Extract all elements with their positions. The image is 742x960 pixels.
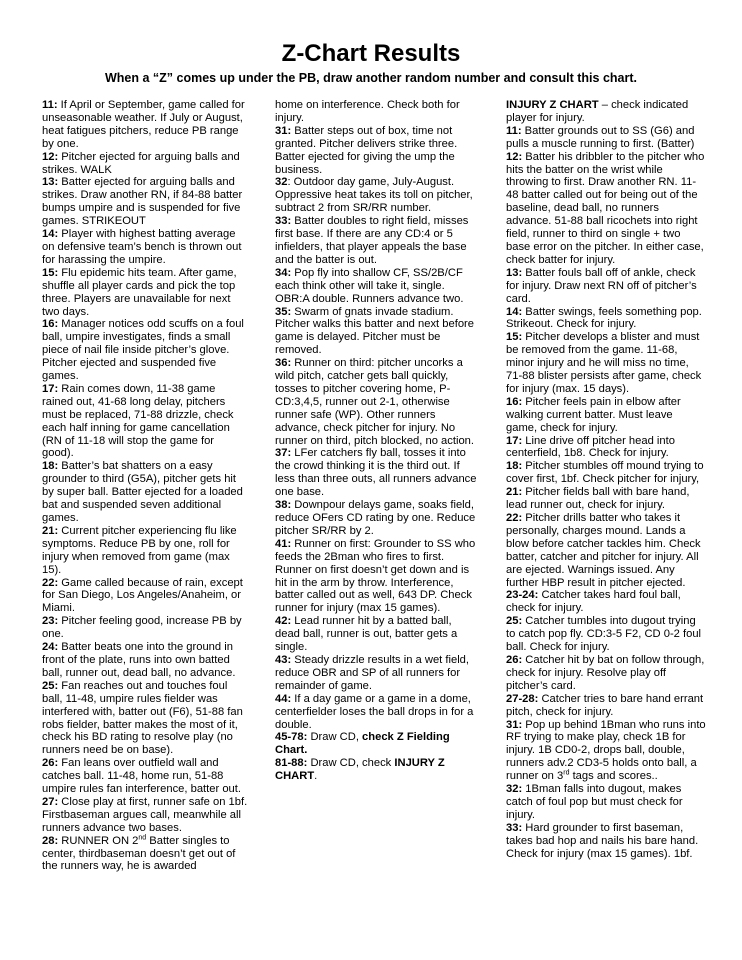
page-title: Z-Chart Results [281, 40, 461, 67]
chart-entry: 36: Runner on third: pitcher uncorks a wild pitch, catcher gets ball quickly, tosses to pitcher covering home, P-CD:3,4,5, runner out 2-1, otherwise runner safe (WP). Other runners advance, check pitcher for injury. No runner on third, pitch blocked, no action. [275, 357, 475, 447]
chart-entry: 17: Rain comes down, 11-38 game rained out, 41-68 long delay, pitchers must be replaced, 71-88 drizzle, check each half inning for game cancellation (RN of 11-18 will stop the game for good). [42, 382, 234, 460]
chart-entry: 33: Hard grounder to first baseman, takes bad hop and nails his bare hand. Check for injury (max 15 games). 1bf. [506, 821, 699, 860]
left-column [42, 99, 248, 873]
chart-entry: 18: Pitcher stumbles off mound trying to cover first, 1bf. Check pitcher for injury, [506, 460, 704, 486]
chart-entry: 16: Pitcher feels pain in elbow after walking current batter. Must leave game, check for injury. [506, 395, 681, 434]
chart-entry: 11: If April or September, game called for unseasonable weather. If July or August, heat fatigues pitchers, reduce PB range by one. [42, 99, 245, 150]
chart-entry: 31: Batter steps out of box, time not granted. Pitcher delivers strike three. Batter ejected for giving the ump the business. [275, 124, 458, 176]
chart-entry: 34: Pop fly into shallow CF, SS/2B/CF each think other will take it, single. OBR:A double. Runners advance two. [275, 266, 464, 305]
chart-entry: 21: Pitcher fields ball with bare hand, lead runner out, check for injury. [506, 486, 690, 512]
chart-entry: 38: Downpour delays game, soaks field, reduce OFers CD rating by one. Reduce pitcher SR/RR by 2. [275, 499, 476, 537]
chart-entry: 13: Batter ejected for arguing balls and strikes. Draw another RN, if 84-88 batter bumps umpire and is suspended for five games. STRIKEOUT [42, 176, 243, 228]
chart-entry: 13: Batter fouls ball off of ankle, check for injury. Draw next RN off of pitcher’s card. [506, 266, 697, 305]
chart-entry: 24: Batter beats one into the ground in front of the plate, runs into own batted ball, runner out, dead ball, no advance. [42, 641, 236, 679]
chart-entry: 15: Pitcher develops a blister and must be removed from the game. 11-68, minor injury and he will miss no time, 71-88 blister persists after game, check for injury (max. 15 days). [506, 331, 702, 395]
chart-entry: 18: Batter’s bat shatters on a easy grounder to third (G5A), pitcher gets hit by super ball. Batter ejected for a loaded bat and suspended seven additional games. [42, 460, 243, 524]
chart-entry: 23: Pitcher feeling good, increase PB by one. [42, 615, 242, 641]
chart-entry: 33: Batter doubles to right field, misses first base. If there are any CD:4 or 5 infielders, that player appeals the base and the batter is out. [275, 215, 469, 266]
chart-entry: 32: 1Bman falls into dugout, makes catch of foul pop but must check for injury. [506, 783, 683, 821]
chart-entry: 44: If a day game or a game in a dome, centerfielder loses the ball drops in for a double. [275, 692, 474, 731]
chart-entry: 16: Manager notices odd scuffs on a foul ball, umpire investigates, finds a small piece of nail file inside pitcher’s glove. Pitcher ejected and suspended five games. [42, 318, 244, 383]
chart-entry: 26: Catcher hit by bat on follow through, check for injury. Resolve play off pitcher’s card. [506, 653, 705, 692]
chart-entry: 28: RUNNER ON 2nd Batter singles to center, thirdbaseman doesn’t get out of the runners way, he is awarded [42, 833, 236, 873]
chart-entry: 12: Pitcher ejected for arguing balls and strikes. WALK [42, 150, 240, 176]
chart-entry: 11: Batter grounds out to SS (G6) and pulls a muscle running to first. (Batter) [506, 124, 695, 150]
chart-entry: 25: Catcher tumbles into dugout trying to catch pop fly. CD:3-5 F2, CD 0-2 foul ball. Check for injury. [506, 615, 702, 654]
chart-entry: home on interference. Check both for injury. [275, 99, 460, 124]
chart-entry: 37: LFer catchers fly ball, tosses it into the crowd thinking it is the third out. If less than three outs, all runners advance one base. [275, 447, 477, 499]
chart-entry: 22: Pitcher drills batter who takes it personally, charges mound. Lands a blow before catcher tackles him. Check batter, catcher and pitcher for injury. All are ejected. Warnings issued. Any further HBP result in pitcher ejected. [506, 512, 701, 589]
chart-entry: 27-28: Catcher tries to bare hand errant pitch, check for injury. [506, 692, 704, 718]
chart-entry: 27: Close play at first, runner safe on 1bf. Firstbaseman argues call, meanwhile all runners advance two bases. [42, 795, 248, 834]
chart-entry: 26: Fan leans over outfield wall and catches ball. 11-48, home run, 51-88 umpire rules fan interference, batter out. [42, 757, 241, 796]
chart-entry: INJURY Z CHART – check indicated player for injury. [506, 99, 689, 124]
chart-entry: 17: Line drive off pitcher head into centerfield, 1b8. Check for injury. [506, 434, 675, 460]
chart-entry: 14: Batter swings, feels something pop. Strikeout. Check for injury. [506, 305, 702, 331]
chart-entry: 21: Current pitcher experiencing flu like symptoms. Reduce PB by one, roll for injury when removed from game (max 15). [42, 524, 237, 576]
page-subtitle: When a “Z” comes up under the PB, draw another random number and consult this chart. [104, 71, 637, 85]
middle-column [275, 99, 479, 783]
chart-entry: 25: Fan reaches out and touches foul ball, 11-48, umpire rules fielder was interfered with, batter out (F6), 51-88 fan robs fielder, batter makes the most of it, check his BD rating to resolve play (no runners need be on base). [42, 679, 243, 757]
right-column [506, 99, 706, 860]
chart-entry: 32: Outdoor day game, July-August. Oppressive heat takes its toll on pitcher, subtract 2 from SR/RR number. [275, 176, 473, 215]
chart-entry: 81-88: Draw CD, check INJURY Z CHART. [275, 757, 445, 783]
chart-entry: 45-78: Draw CD, check Z Fielding Chart. [275, 731, 450, 757]
chart-entry: 23-24: Catcher takes hard foul ball, check for injury. [506, 589, 681, 615]
chart-entry: 43: Steady drizzle results in a wet field, reduce OBR and SP of all runners for remainder of game. [275, 653, 470, 692]
chart-entry: 42: Lead runner hit by a batted ball, dead ball, runner is out, batter gets a single. [275, 615, 458, 654]
chart-entry: 15: Flu epidemic hits team. After game, shuffle all player cards and pick the top three. Players are unavailable for next two days. [42, 266, 237, 318]
chart-entry: 12: Batter his dribbler to the pitcher who hits the batter on the wrist while throwing to first. Draw another RN. 11-48 batter called out for being out of the baseline, dead ball, no runners advance. 51-88 ball ricochets into right field, runner to third on single + two base error on the pitcher. In either case, check batter for injury. [506, 150, 705, 266]
chart-entry: 41: Runner on first: Grounder to SS who feeds the 2Bman who fires to first. Runner on first doesn’t get down and is hit in the arm by throw. Interference, batter called out as well, 643 DP. Check runner for injury (max 15 games). [275, 537, 476, 615]
chart-entry: 14: Player with highest batting average on defensive team’s bench is thrown out for harassing the umpire. [42, 228, 242, 266]
chart-entry: 31: Pop up behind 1Bman who runs into RF trying to make play, check 1B for injury. 1B CD0-2, drops ball, double, runners adv.2 CD3-5 holds onto ball, a runner on 3rd tags and scores.. [506, 718, 706, 783]
chart-entry: 22: Game called because of rain, except for San Diego, Los Angeles/Anaheim, or Miami. [42, 576, 243, 615]
chart-entry: 35: Swarm of gnats invade stadium. Pitcher walks this batter and next before game is delayed. Pitcher must be removed. [275, 305, 474, 357]
